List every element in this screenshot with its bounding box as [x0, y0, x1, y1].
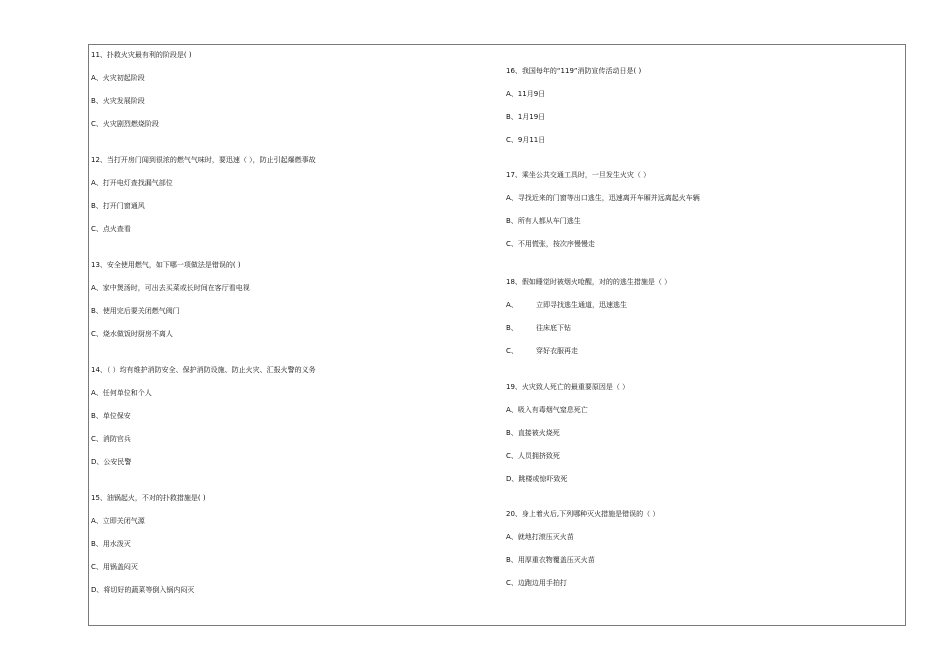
answer-option — [91, 120, 491, 129]
option-text: 跳楼或惊吓致死 — [518, 475, 568, 483]
question-stem: 15、油锅起火，不对的扑救措施是( ) — [91, 494, 206, 502]
option-text: 将切好的蔬菜等倒入锅内闷灭 — [103, 586, 195, 594]
option-letter: C、 — [91, 330, 103, 338]
answer-option — [91, 307, 491, 316]
question-block — [91, 261, 491, 339]
option-letter: C、 — [506, 136, 518, 144]
option-text: 公安民警 — [103, 458, 132, 466]
question-block — [506, 383, 901, 484]
option-text: 11月9日 — [517, 90, 546, 98]
answer-option — [91, 412, 491, 421]
answer-option — [506, 136, 901, 145]
option-letter: B、 — [91, 307, 103, 315]
option-letter: B、 — [506, 556, 518, 564]
answer-option — [91, 284, 491, 293]
option-letter: A、 — [91, 284, 103, 292]
answer-option — [506, 533, 901, 542]
answer-option — [506, 301, 901, 310]
answer-option — [506, 429, 901, 438]
option-text: 点火查看 — [102, 225, 131, 233]
option-letter: C、 — [506, 452, 518, 460]
answer-option — [91, 540, 491, 549]
option-letter: C、 — [506, 347, 518, 355]
question-stem: 11、扑救火灾最有利的阶段是( ) — [91, 51, 192, 59]
option-letter: D、 — [91, 586, 104, 594]
option-letter: C、 — [91, 563, 103, 571]
answer-option — [506, 113, 901, 122]
option-text: 火灾初起阶段 — [102, 74, 145, 82]
option-text: 单位保安 — [102, 412, 131, 420]
option-letter: B、 — [91, 97, 103, 105]
question-stem: 18、假如睡觉时被烟火呛醒，对的的逃生措施是（ ） — [506, 278, 672, 286]
answer-option — [91, 74, 491, 83]
option-text: 直接被火烧死 — [517, 429, 560, 437]
option-text: 9月11日 — [517, 136, 546, 144]
question-stem: 16、我国每年的“119”消防宣传活动日是( ) — [506, 67, 642, 75]
answer-option — [506, 240, 901, 249]
option-letter: A、 — [91, 74, 103, 82]
option-text: 边跑边用手拍打 — [517, 579, 567, 587]
option-text: 吸入有毒烟气窒息死亡 — [517, 406, 588, 414]
question-block — [506, 510, 901, 588]
question-block — [91, 156, 491, 234]
option-text: 人员拥挤致死 — [517, 452, 560, 460]
option-text: 用厚重衣物覆盖压灭火苗 — [517, 556, 595, 564]
answer-option — [506, 452, 901, 461]
answer-option — [91, 202, 491, 211]
answer-option — [506, 475, 901, 484]
option-letter: D、 — [506, 475, 519, 483]
question-block — [506, 67, 901, 145]
option-letter: A、 — [506, 194, 518, 202]
option-text: 使用完后要关闭燃气阀门 — [102, 307, 180, 315]
question-block — [91, 51, 491, 129]
option-letter: B、 — [91, 540, 103, 548]
option-letter: A、 — [91, 179, 103, 187]
option-text: 消防官兵 — [102, 435, 131, 443]
answer-option — [91, 458, 491, 467]
option-text: 不用慌张，按次序慢慢走 — [517, 240, 595, 248]
option-text: 用水泼灭 — [102, 540, 131, 548]
question-stem: 20、身上着火后,下列哪种灭火措施是错误的（ ） — [506, 510, 660, 518]
option-letter: B、 — [506, 429, 518, 437]
question-block — [91, 494, 491, 595]
question-block — [506, 278, 901, 356]
option-text: 火灾剧烈燃烧阶段 — [102, 120, 159, 128]
answer-option — [91, 225, 491, 234]
option-text: 任何单位和个人 — [102, 389, 152, 397]
option-text: 家中煲汤时，可出去买菜或长时间在客厅看电视 — [102, 284, 250, 292]
option-letter: D、 — [91, 458, 104, 466]
option-letter: B、 — [91, 202, 103, 210]
option-letter: A、 — [506, 406, 518, 414]
option-letter: A、 — [506, 90, 518, 98]
answer-option — [91, 517, 491, 526]
option-text: 往床底下钻 — [536, 324, 571, 332]
option-text: 就地打滚压灭火苗 — [517, 533, 574, 541]
option-text: 打开门窗通风 — [102, 202, 145, 210]
answer-option — [506, 90, 901, 99]
page-frame — [88, 44, 906, 626]
option-letter: C、 — [506, 240, 518, 248]
answer-option — [91, 563, 491, 572]
option-letter: A、 — [506, 533, 518, 541]
question-block — [91, 366, 491, 467]
option-text: 所有人都从车门逃生 — [517, 217, 581, 225]
answer-option — [506, 347, 901, 356]
option-letter: A、 — [506, 301, 518, 309]
option-text: 火灾发展阶段 — [102, 97, 145, 105]
answer-option — [506, 556, 901, 565]
question-stem: 14、（ ）均有维护消防安全、保护消防设施、防止火灾、汇报火警的义务 — [91, 366, 316, 374]
option-letter: B、 — [506, 217, 518, 225]
option-letter: B、 — [91, 412, 103, 420]
option-text: 用锅盖闷灭 — [102, 563, 138, 571]
answer-option — [91, 389, 491, 398]
question-stem: 12、当打开房门闻到很浓的燃气气味时，要迅速（ ），防止引起爆燃事故 — [91, 156, 316, 164]
option-letter: A、 — [91, 517, 103, 525]
answer-option — [506, 217, 901, 226]
option-text: 1月19日 — [517, 113, 546, 121]
option-letter: B、 — [506, 113, 518, 121]
answer-option — [506, 324, 901, 333]
option-text: 立即关闭气源 — [102, 517, 145, 525]
answer-option — [91, 586, 491, 595]
answer-option — [91, 97, 491, 106]
question-stem: 19、火灾致人死亡的最重要原因是（ ） — [506, 383, 630, 391]
option-text: 穿好衣服再走 — [536, 347, 578, 355]
answer-option — [506, 406, 901, 415]
answer-option — [506, 579, 901, 588]
option-text: 立即寻找逃生通道，迅速逃生 — [536, 301, 627, 309]
option-text: 寻找近来的门窗等出口逃生，迅速离开车厢并远离起火车辆 — [517, 194, 700, 202]
question-stem: 17、乘坐公共交通工具时，一旦发生火灾（ ） — [506, 171, 651, 179]
question-block — [506, 171, 901, 249]
option-text: 打开电灯查找漏气部位 — [102, 179, 173, 187]
option-letter: A、 — [91, 389, 103, 397]
option-letter: C、 — [91, 225, 103, 233]
option-letter: C、 — [91, 435, 103, 443]
option-letter: C、 — [506, 579, 518, 587]
option-letter: C、 — [91, 120, 103, 128]
answer-option — [91, 179, 491, 188]
answer-option — [91, 435, 491, 444]
answer-option — [506, 194, 901, 203]
option-text: 烧水做饭时厨房不离人 — [102, 330, 173, 338]
question-stem: 13、安全使用燃气，如下哪一项做法是错误的( ) — [91, 261, 241, 269]
answer-option — [91, 330, 491, 339]
option-letter: B、 — [506, 324, 518, 332]
